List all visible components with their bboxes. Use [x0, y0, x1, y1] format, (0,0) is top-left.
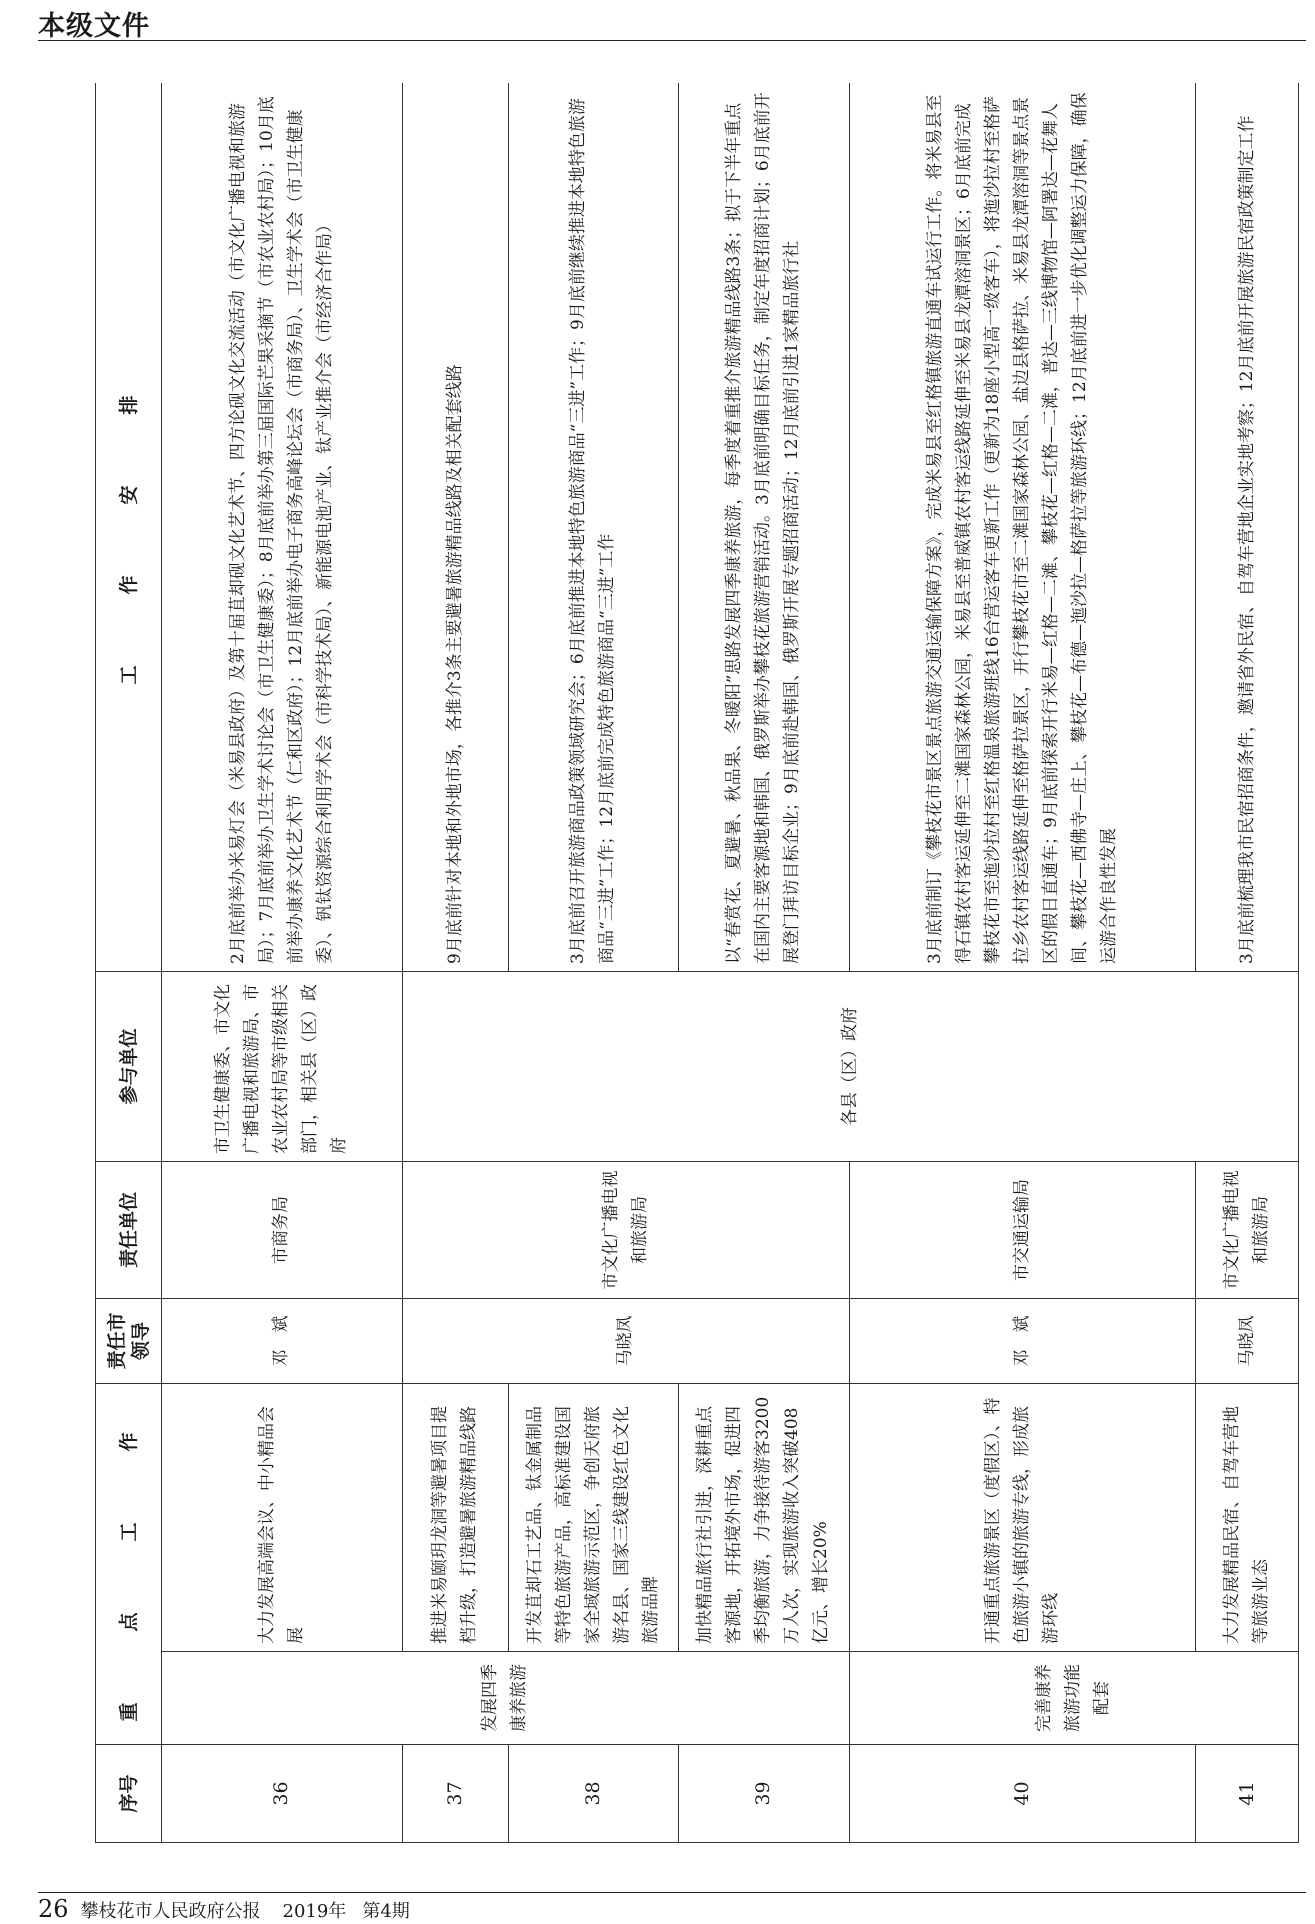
- row-number: 36: [162, 1745, 403, 1843]
- rotated-table-wrapper: [95, 83, 1299, 1843]
- key-work-cell: 开通重点旅游景区（度假区）、特色旅游小镇的旅游专线，形成旅游环线: [849, 1383, 1196, 1651]
- leader-cell: 邓 斌: [849, 1298, 1196, 1383]
- participants-cell: 市卫生健康委、市文化广播电视和旅游局、市农业农村局等市级相关部门，相关县（区）政府: [162, 971, 403, 1161]
- table-row: [508, 83, 679, 1843]
- key-work-cell: 大力发展高端会议、中小精品会展: [162, 1383, 403, 1651]
- key-work-cell: 大力发展精品民宿、自驾车营地等旅游业态: [1196, 1383, 1299, 1651]
- leader-cell: 马晓凤: [1196, 1298, 1299, 1383]
- leader-cell: 马晓凤: [402, 1298, 849, 1383]
- table-row: [402, 83, 508, 1843]
- group-label: 完善康养旅游功能配套: [849, 1652, 1298, 1745]
- page-footer: [38, 1895, 410, 1923]
- header-leader: 责任市领导: [96, 1298, 162, 1383]
- arrangement-cell: 3月底前梳理我市民宿招商条件，邀请省外民宿、自驾车营地企业实地考察；12月底前开展旅游民宿政策制定工作: [1196, 83, 1299, 971]
- row-number: 38: [508, 1745, 679, 1843]
- row-number: 37: [402, 1745, 508, 1843]
- resp-unit-cell: 市商务局: [162, 1161, 403, 1298]
- arrangement-cell: 2月底前举办米易灯会（米易县政府）及第十届苴却砚文化艺术节、四方论砚文化交流活动（市文化广播电视和旅游局）；7月底前举办卫生学术讨论会（市卫生健康委）；8月底前举办第三届国际芒果采摘节（市农业农村局）；10月底前举办康养文化艺术节（仁和区政府）；12月底前举办电子商务高峰论坛会（市商务局）、卫生学术会（市卫生健康委）、钒钛资源综合利用学术会（市科学技术局）、新能源电池产业、钛产业推介会（市经济合作局）: [162, 83, 403, 971]
- leader-cell: 邓 斌: [162, 1298, 403, 1383]
- arrangement-cell: 3月底前召开旅游商品政策领域研究会；6月底前推进本地特色旅游商品“三进”工作；9月底前继续推进本地特色旅游商品“三进”工作；12月底前完成特色旅游商品“三进”工作: [508, 83, 679, 971]
- section-header: 本级文件: [38, 11, 150, 42]
- resp-unit-cell: 市文化广播电视和旅游局: [402, 1161, 849, 1298]
- table-row: [1196, 83, 1299, 1843]
- key-work-cell: 推进米易颐玥龙洞等避暑项目提档升级，打造避暑旅游精品线路: [402, 1383, 508, 1651]
- arrangement-cell: 3月底前制订《攀枝花市景区景点旅游交通运输保障方案》，完成米易县至红格镇旅游直通车试运行工作。将米易县至得石镇农村客运延伸至二滩国家森林公园，米易县至普威镇农村客运线路延伸至米易县龙潭溶洞景区；6月底前完成攀枝花市至迤沙拉村至红格温泉旅游班线16台营运客车更新工作（更新为18座小型高一级客车），将迤沙拉村至格萨拉乡农村客运线路延伸至格萨拉景区，开行攀枝花市至二滩国家森林公园、盐边县格萨拉、米易县龙潭溶洞等景点景区的假日直通车；9月底前探索开行米易—红格—二滩、攀枝花—红格—二滩，普达—三线博物馆—阿署达—花舞人间、攀枝花—西佛寺—庄上、攀枝花—布德—迤沙拉—格萨拉等旅游环线；12月底前进一步优化调整运力保障，确保运游合作良性发展: [849, 83, 1196, 971]
- page-number: 26: [38, 1895, 69, 1923]
- group-label: 发展四季康养旅游: [162, 1652, 850, 1745]
- key-work-cell: 开发苴却石工艺品、钛金属制品等特色旅游产品，高标准建设国家全域旅游示范区，争创天府旅游名县、国家三线建设红色文化旅游品牌: [508, 1383, 679, 1651]
- table-frame: [95, 83, 1299, 1843]
- row-number: 41: [1196, 1745, 1299, 1843]
- arrangement-cell: 9月底前针对本地和外地市场，各推介3条主要避暑旅游精品线路及相关配套线路: [402, 83, 508, 971]
- header-resp-unit: 责任单位: [96, 1161, 162, 1298]
- issue-number: 第4期: [362, 1901, 410, 1922]
- header-divider: [38, 40, 1306, 41]
- row-number: 39: [679, 1745, 850, 1843]
- key-work-cell: 加快精品旅行社引进，深耕重点客源地，开拓境外市场，促进四季均衡旅游，力争接待游客3200万人次，实现旅游收入突破408亿元、增长20%: [679, 1383, 850, 1651]
- participants-cell: 各县（区）政府: [402, 971, 1298, 1161]
- table-header-row: [96, 83, 162, 1843]
- header-participants: 参与单位: [96, 971, 162, 1161]
- publication-name: 攀枝花市人民政府公报: [80, 1901, 261, 1922]
- footer-divider: [38, 1892, 1306, 1893]
- table-row: [849, 83, 1196, 1843]
- arrangement-cell: 以“春赏花、夏避暑、秋品果、冬暖阳”思路发展四季康养旅游，每季度着重推介旅游精品线路3条；拟于下半年重点在国内主要客源地和韩国、俄罗斯举办攀枝花旅游营销活动。3月底前明确目标任务，制定年度招商计划；6月底前开展登门拜访目标企业；9月底前赴韩国、俄罗斯开展专题招商活动；12月底前引进1家精品旅行社: [679, 83, 850, 971]
- work-arrangement-table: [95, 83, 1299, 1843]
- row-number: 40: [849, 1745, 1196, 1843]
- resp-unit-cell: 市交通运输局: [849, 1161, 1196, 1298]
- table-row: [679, 83, 850, 1843]
- header-key-work: 重 点 工 作: [96, 1383, 162, 1744]
- resp-unit-cell: 市文化广播电视和旅游局: [1196, 1161, 1299, 1298]
- header-arrangement: 工 作 安 排: [96, 83, 162, 971]
- header-no: 序号: [96, 1745, 162, 1843]
- publication-year: 2019年: [282, 1901, 347, 1922]
- table-row: [162, 83, 403, 1843]
